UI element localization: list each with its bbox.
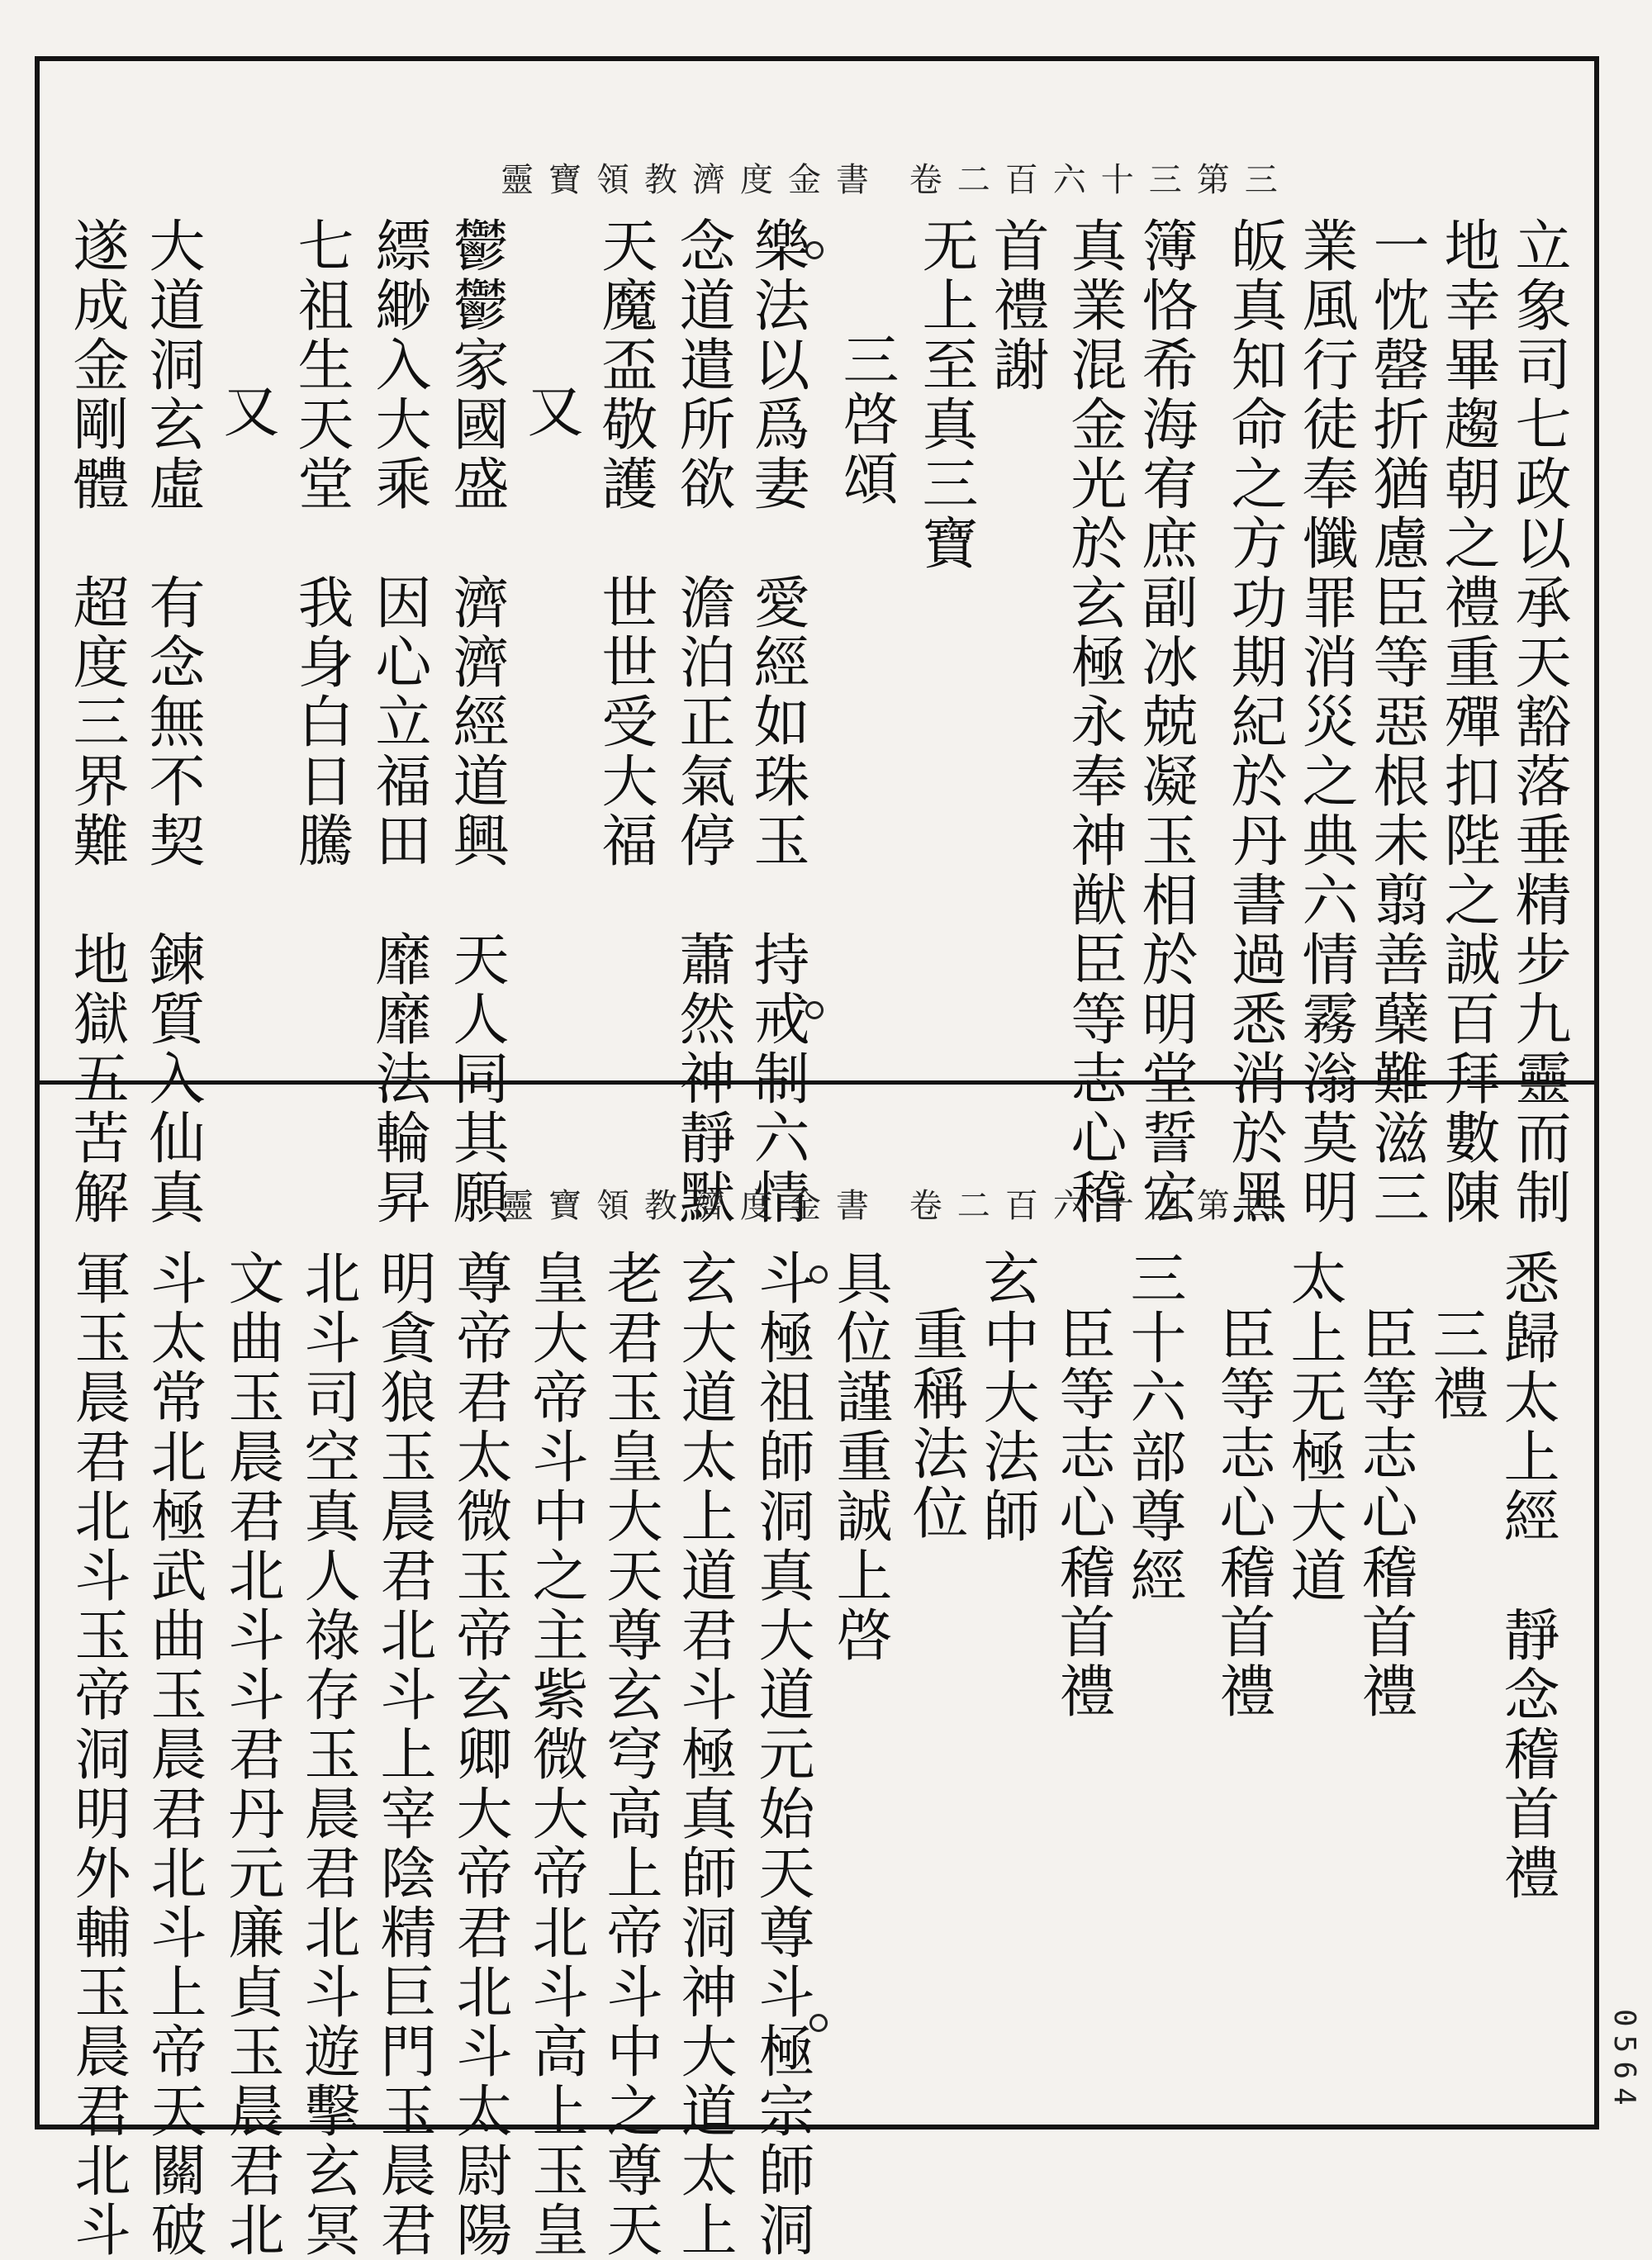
top-col-20: 遂成金剛體 超度三界難 地獄五苦解 [64, 216, 129, 1227]
bottom-col-18: 文曲玉晨君北斗斗君丹元廉貞玉晨君北 [219, 1249, 284, 2260]
top-col-5: 皈真知命之方功期紀於丹書過悉消於黑 [1222, 216, 1287, 1227]
top-col-12: 念道遣所欲 澹泊正氣停 蕭然神靜默 [670, 216, 735, 1227]
top-col-13: 天魔盃敬護 世世受大福 [592, 216, 657, 871]
top-col-6: 簿恪希海宥庶副冰兢凝玉相於明堂誓宏 [1132, 216, 1198, 1227]
bottom-col-9: 重稱法位 [903, 1305, 968, 1543]
top-col-15: 鬱鬱家國盛 濟濟經道興 天人同其願 [444, 216, 509, 1227]
top-col-10: 三啓頌 [833, 330, 899, 509]
bottom-col-17: 北斗司空真人祿存玉晨君北斗遊擊玄冥 [295, 1249, 360, 2260]
top-col-8: 首禮謝 [984, 216, 1049, 395]
bottom-col-12: 玄大道太上道君斗極真師洞神大道太上 [672, 1249, 737, 2260]
bottom-col-2: 三禮 [1423, 1305, 1488, 1424]
bottom-col-13: 老君玉皇大天尊玄穹高上帝斗中之尊天 [597, 1249, 662, 2260]
top-col-7: 真業混金光於玄極永奉神猷臣等志心稽 [1061, 216, 1127, 1227]
bottom-col-6: 三十六部尊經 [1121, 1249, 1186, 1606]
top-header: 靈寶領教濟度金書 卷二百六十三第三 [501, 161, 1293, 199]
circle-mark [809, 2014, 828, 2032]
top-col-9: 无上至真三寶 [913, 216, 978, 573]
top-col-19: 大道洞玄虛 有念無不契 鍊質入仙真 [140, 216, 205, 1227]
top-col-2: 地幸畢趨朝之禮重殫扣陛之誠百拜數陳 [1435, 216, 1500, 1227]
top-col-4: 業風行徒奉懺罪消災之典六情霧滃莫明 [1293, 216, 1358, 1227]
bottom-col-10: 具位謹重誠上啓 [827, 1249, 892, 1665]
bottom-col-8: 玄中大法師 [974, 1249, 1039, 1546]
bottom-header: 靈寶領教濟度金書 卷二百六十四第四 [501, 1187, 1293, 1225]
circle-mark [805, 1001, 824, 1019]
top-col-17: 七祖生天堂 我身白日騰 [288, 216, 354, 871]
bottom-col-14: 皇大帝斗中之主紫微大帝北斗高上玉皇 [523, 1249, 588, 2260]
page-number: 0564 [1607, 2009, 1641, 2114]
bottom-col-16: 明貪狼玉晨君北斗上宰陰精巨門玉晨君 [371, 1249, 436, 2260]
top-col-11: 樂法以爲妻 愛經如珠玉 持戒制六情 [744, 216, 809, 1227]
bottom-col-11: 斗極祖師洞真大道元始天尊斗極宗師洞 [749, 1249, 814, 2260]
top-col-1: 立象司七政以承天豁落垂精步九靈而制 [1506, 216, 1571, 1227]
top-col-3: 一忱罄折猶慮臣等惡根未翦善蘖難滋三 [1364, 216, 1429, 1227]
bottom-col-3: 臣等志心稽首禮 [1352, 1305, 1417, 1721]
bottom-col-5: 臣等志心稽首禮 [1210, 1305, 1275, 1721]
top-col-18: 又 [214, 382, 279, 441]
bottom-col-19: 斗太常北極武曲玉晨君北斗上帝天關破 [141, 1249, 206, 2260]
top-col-14: 又 [518, 382, 583, 441]
bottom-col-4: 太上无極大道 [1281, 1249, 1346, 1606]
bottom-col-7: 臣等志心稽首禮 [1050, 1305, 1115, 1721]
bottom-col-20: 軍玉晨君北斗玉帝洞明外輔玉晨君北斗 [65, 1249, 131, 2260]
top-col-16: 縹緲入大乘 因心立福田 靡靡法輪昇 [366, 216, 431, 1227]
bottom-col-15: 尊帝君太微玉帝玄卿大帝君北斗太尉陽 [447, 1249, 512, 2260]
bottom-col-1: 悉歸太上經 靜念稽首禮 [1494, 1249, 1559, 1903]
